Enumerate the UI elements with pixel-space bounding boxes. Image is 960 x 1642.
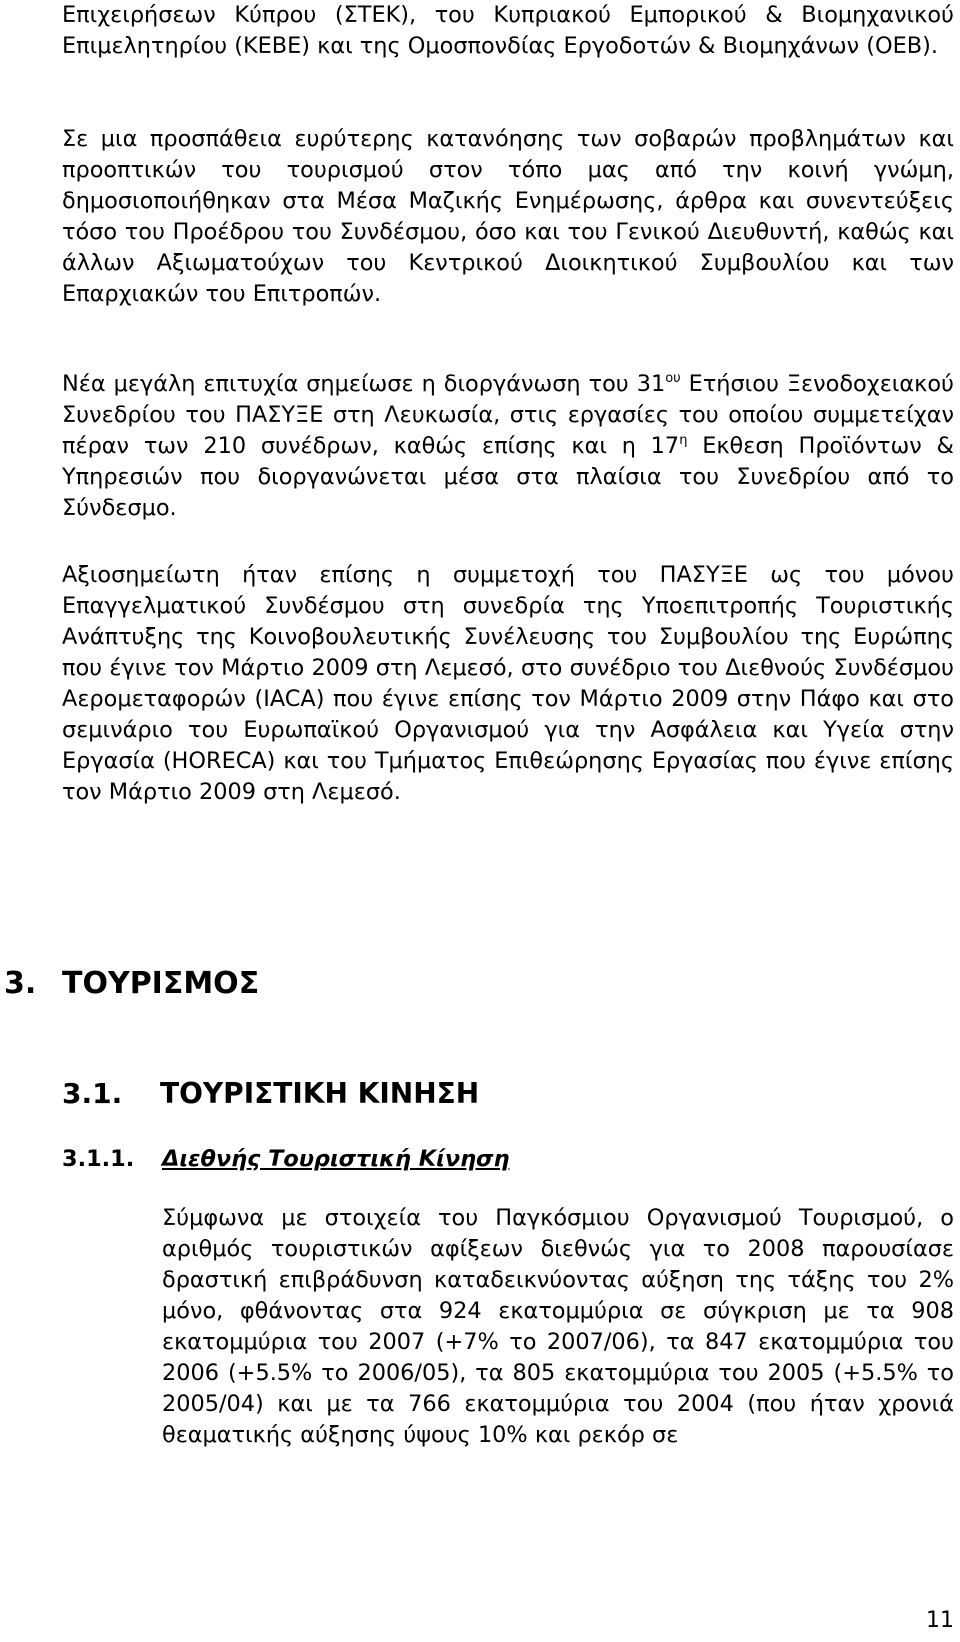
subsection-number: 3.1.: [62, 1077, 123, 1110]
paragraph-media-outreach: Σε μια προσπάθεια ευρύτερης κατανόησης των σοβαρών προβλημάτων και προοπτικών του τουρισμού στον τόπο μας από την κοινή γνώμη, δημοσιοποιήθηκαν στα Μέσα Μαζικής Ενημέρωσης, άρθρα και συνεντεύξεις τόσο του Προέδρου του Συνδέσμου, όσο και του Γενικού Διευθυντή, καθώς και άλλων Αξιωματούχων του Κεντρικού Διοικητικού Συμβουλίου και των Επαρχιακών του Επιτροπών.: [62, 126, 954, 307]
section-heading: [4, 966, 259, 1001]
paragraph-conference: [62, 369, 954, 524]
superscript-ordinal-2: η: [679, 433, 688, 448]
paragraph-participation: Αξιοσημείωτη ήταν επίσης η συμμετοχή του ΠΑΣΥΞΕ ως του μόνου Επαγγελματικού Συνδέσμου στη συνεδρία της Υποεπιτροπής Τουριστικής Ανάπτυξης της Κοινοβουλευτικής Συνέλευσης του Συμβουλίου της Ευρώπης που έγινε τον Μάρτιο 2009 στη Λεμεσό, στο συνέδριο του Διεθνούς Συνδέσμου Αερομεταφορών (IACA) που έγινε επίσης τον Μάρτιο 2009 στην Πάφο και στο σεμινάριο του Ευρωπαϊκού Οργανισμού για την Ασφάλεια και Υγεία στην Εργασία (HORECA) και του Τμήματος Επιθεώρησης Εργασίας που έγινε επίσης τον Μάρτιο 2009 στη Λεμεσό.: [62, 562, 954, 805]
subsection-heading: [62, 1077, 479, 1110]
subsubsection-title: Διεθνής Τουριστική Κίνηση: [162, 1146, 510, 1172]
conference-text-3: Εκθεση Προϊόντων & Υπηρεσιών που διοργανώνεται μέσα στα πλαίσια του Συνεδρίου από το Σύνδεσμο.: [62, 433, 955, 521]
section-number: 3.: [4, 966, 37, 1001]
subsection-title: ΤΟΥΡΙΣΤΙΚΗ ΚΙΝΗΣΗ: [160, 1077, 480, 1110]
page-number: 11: [926, 1608, 954, 1633]
superscript-ordinal-1: ου: [665, 371, 681, 386]
section-title: ΤΟΥΡΙΣΜΟΣ: [62, 966, 260, 1001]
conference-text-2: Ετήσιου Ξενοδοχειακού Συνεδρίου του ΠΑΣΥΞΕ στη Λευκωσία, στις εργασίες του οποίου συμμετείχαν πέραν των 210 συνέδρων, καθώς επίσης και η 17: [62, 371, 954, 459]
paragraph-international-arrivals: Σύμφωνα με στοιχεία του Παγκόσμιου Οργανισμού Τουρισμού, ο αριθμός τουριστικών αφίξεων διεθνώς για το 2008 παρουσίασε δραστική επιβράδυνση καταδεικνύοντας αύξηση της τάξης του 2% μόνο, φθάνοντας στα 924 εκατομμύρια σε σύγκριση με τα 908 εκατομμύρια του 2007 (+7% το 2007/06), τα 847 εκατομμύρια του 2006 (+5.5% το 2006/05), τα 805 εκατομμύρια του 2005 (+5.5% το 2005/04) και με τα 766 εκατομμύρια του 2004 (που ήταν χρονιά θεαματικής αύξησης ύψους 10% και ρεκόρ σε: [162, 1205, 954, 1448]
subsubsection-heading: [62, 1146, 509, 1172]
conference-text-1: Νέα μεγάλη επιτυχία σημείωσε η διοργάνωση του 31: [62, 371, 666, 397]
paragraph-continued: Επιχειρήσεων Κύπρου (ΣΤΕΚ), του Κυπριακού Εμπορικού & Βιομηχανικού Επιμελητηρίου (ΚΕΒΕ) και της Ομοσπονδίας Εργοδοτών & Βιομηχάνων (ΟΕΒ).: [62, 2, 954, 59]
subsubsection-number: 3.1.1.: [62, 1146, 135, 1172]
